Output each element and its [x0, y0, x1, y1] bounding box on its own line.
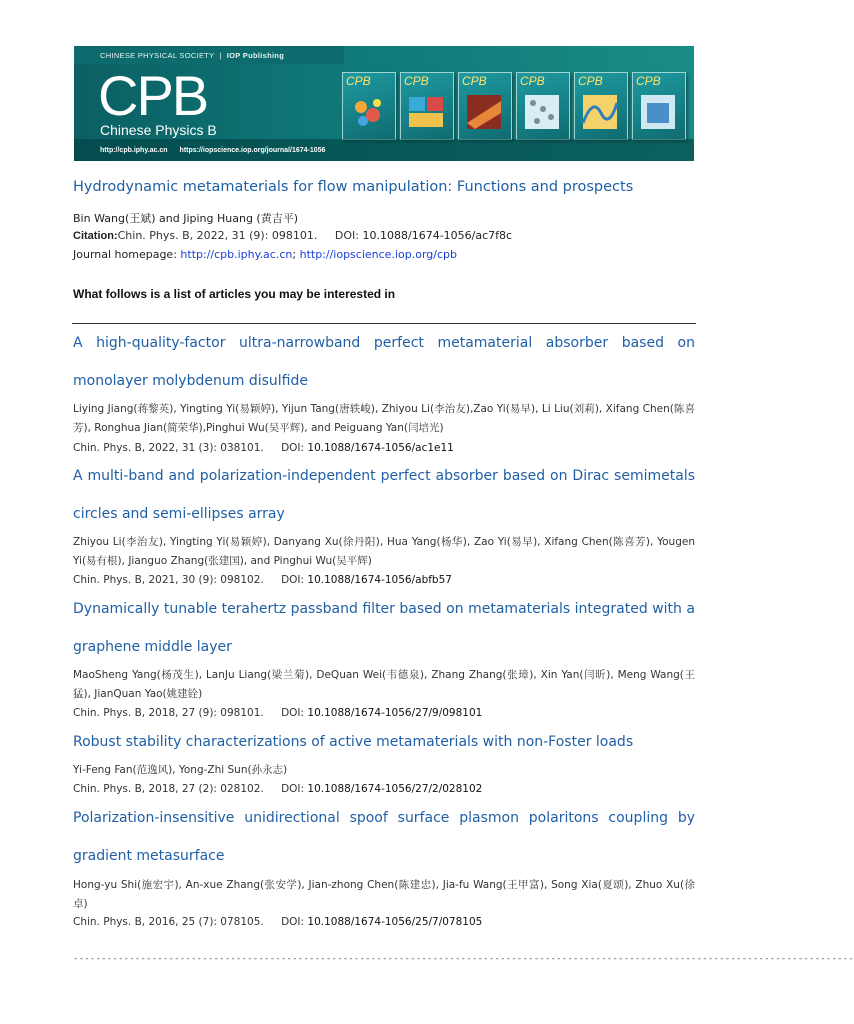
cover-thumbnail — [516, 72, 570, 140]
cover-art-structure — [523, 93, 561, 131]
related-article-title[interactable]: Polarization-insensitive unidirectional spoof surface plasmon polaritons coupling by gradient metasurface — [73, 810, 695, 864]
cover-art-panels — [407, 93, 445, 131]
related-article-title[interactable]: A multi-band and polarization-independent perfect absorber based on Dirac semimetals circles and semi-ellipses array — [73, 468, 695, 522]
homepage-link-cpb[interactable]: http://cpb.iphy.ac.cn — [180, 248, 293, 261]
citation-label: Citation: — [73, 230, 118, 242]
article-citation — [73, 229, 512, 242]
related-article-citation — [73, 916, 482, 928]
related-article-citation — [73, 442, 454, 454]
doi-label: DOI: — [281, 707, 305, 719]
doi-value[interactable]: 10.1088/1674-1056/27/9/098101 — [307, 707, 483, 719]
related-article-title[interactable]: A high-quality-factor ultra-narrowband perfect metamaterial absorber based on monolayer molybdenum disulfide — [73, 335, 695, 389]
cover-title: CPB — [404, 74, 429, 88]
related-article-authors: Liying Jiang(蒋黎英), Yingting Yi(易颖婷), Yijun Tang(唐轶峻), Zhiyou Li(李治友),Zao Yi(易早), Li Liu(刘莉), Xifang Chen(陈喜芳), Ronghua Jian(简荣华),Pinghui Wu(吴平辉), and Peiguang Yan(闫培光) — [73, 403, 695, 434]
cover-thumbnail — [458, 72, 512, 140]
related-articles-heading: What follows is a list of articles you may be interested in — [73, 287, 396, 301]
doi-value[interactable]: 10.1088/1674-1056/ac1e11 — [307, 442, 454, 454]
publisher-strip — [74, 46, 344, 64]
doi-value[interactable]: 10.1088/1674-1056/27/2/028102 — [307, 783, 483, 795]
homepage-separator: ; — [292, 248, 297, 261]
cover-thumbnail — [574, 72, 628, 140]
related-article-title[interactable]: Robust stability characterizations of active metamaterials with non-Foster loads — [73, 734, 634, 750]
dashed-footer-rule: ------------------------------------------------------------------------------------------------------------------------------------------- — [73, 954, 854, 964]
citation-text: Chin. Phys. B, 2018, 27 (2): 028102. — [73, 783, 264, 795]
doi-label: DOI: — [281, 442, 305, 454]
cover-art-lattice — [465, 93, 503, 131]
citation-text: Chin. Phys. B, 2016, 25 (7): 078105. — [73, 916, 264, 928]
cpb-logo: CPB — [98, 64, 208, 127]
banner-url-iopscience[interactable]: https://iopscience.iop.org/journal/1674-1056 — [179, 146, 326, 154]
publisher-name: IOP Publishing — [226, 50, 285, 60]
banner-url-cpb[interactable]: http://cpb.iphy.ac.cn — [100, 146, 168, 154]
homepage-label: Journal homepage: — [73, 248, 177, 261]
citation-text: Chin. Phys. B, 2022, 31 (3): 038101. — [73, 442, 264, 454]
homepage-link-iopscience[interactable]: http://iopscience.iop.org/cpb — [299, 248, 457, 261]
cover-gallery — [342, 72, 694, 142]
cover-title: CPB — [346, 74, 371, 88]
doi-label: DOI: — [281, 574, 305, 586]
related-article-citation — [73, 574, 452, 586]
article-title[interactable]: Hydrodynamic metamaterials for flow manipulation: Functions and prospects — [73, 179, 634, 195]
doi-value[interactable]: 10.1088/1674-1056/abfb57 — [307, 574, 452, 586]
cover-art-plot — [639, 93, 677, 131]
cover-title: CPB — [636, 74, 661, 88]
related-article-authors: Yi-Feng Fan(范逸风), Yong-Zhi Sun(孙永志) — [73, 764, 288, 776]
cover-title: CPB — [462, 74, 487, 88]
separator: | — [219, 50, 222, 60]
journal-banner — [74, 46, 694, 161]
authors-text: Bin Wang(王斌) and Jiping Huang (黄吉平) — [73, 212, 299, 225]
article-authors — [73, 210, 298, 226]
journal-homepage — [73, 248, 457, 261]
related-article-authors: MaoSheng Yang(杨茂生), LanJu Liang(梁兰菊), DeQuan Wei(韦德泉), Zhang Zhang(张璋), Xin Yan(闫昕), Meng Wang(王猛), JianQuan Yao(姚建铨) — [73, 669, 695, 700]
related-article-authors: Hong-yu Shi(施宏宇), An-xue Zhang(张安学), Jian-zhong Chen(陈建忠), Jia-fu Wang(王甲富), Song Xia(夏颂), Zhuo Xu(徐卓) — [73, 879, 695, 910]
cover-thumbnail — [400, 72, 454, 140]
cover-title: CPB — [520, 74, 545, 88]
doi-label: DOI: — [281, 916, 305, 928]
banner-urls — [74, 139, 694, 161]
doi-value[interactable]: 10.1088/1674-1056/25/7/078105 — [307, 916, 483, 928]
doi-value[interactable]: 10.1088/1674-1056/ac7f8c — [362, 229, 513, 242]
cover-art-spectrum — [581, 93, 619, 131]
cover-art-molecule — [349, 93, 387, 131]
citation-text: Chin. Phys. B, 2021, 30 (9): 098102. — [73, 574, 264, 586]
doi-label: DOI: — [281, 783, 305, 795]
citation-text: Chin. Phys. B, 2018, 27 (9): 098101. — [73, 707, 264, 719]
related-article-authors: Zhiyou Li(李治友), Yingting Yi(易颖婷), Danyang Xu(徐丹阳), Hua Yang(杨华), Zao Yi(易早), Xifang Chen(陈喜芳), Yougen Yi(易有根), Jianguo Zhang(张建国), and Pinghui Wu(吴平辉) — [73, 536, 695, 567]
doi-label: DOI: — [334, 229, 360, 242]
cover-title: CPB — [578, 74, 603, 88]
related-article-citation — [73, 707, 482, 719]
cover-thumbnail — [342, 72, 396, 140]
related-article-title[interactable]: Dynamically tunable terahertz passband filter based on metamaterials integrated with a graphene middle layer — [73, 601, 695, 655]
journal-name: Chinese Physics B — [100, 122, 217, 138]
society-name: CHINESE PHYSICAL SOCIETY — [100, 50, 215, 60]
related-article-citation — [73, 783, 482, 795]
cover-thumbnail — [632, 72, 686, 140]
citation-text: Chin. Phys. B, 2022, 31 (9): 098101. — [117, 229, 318, 242]
